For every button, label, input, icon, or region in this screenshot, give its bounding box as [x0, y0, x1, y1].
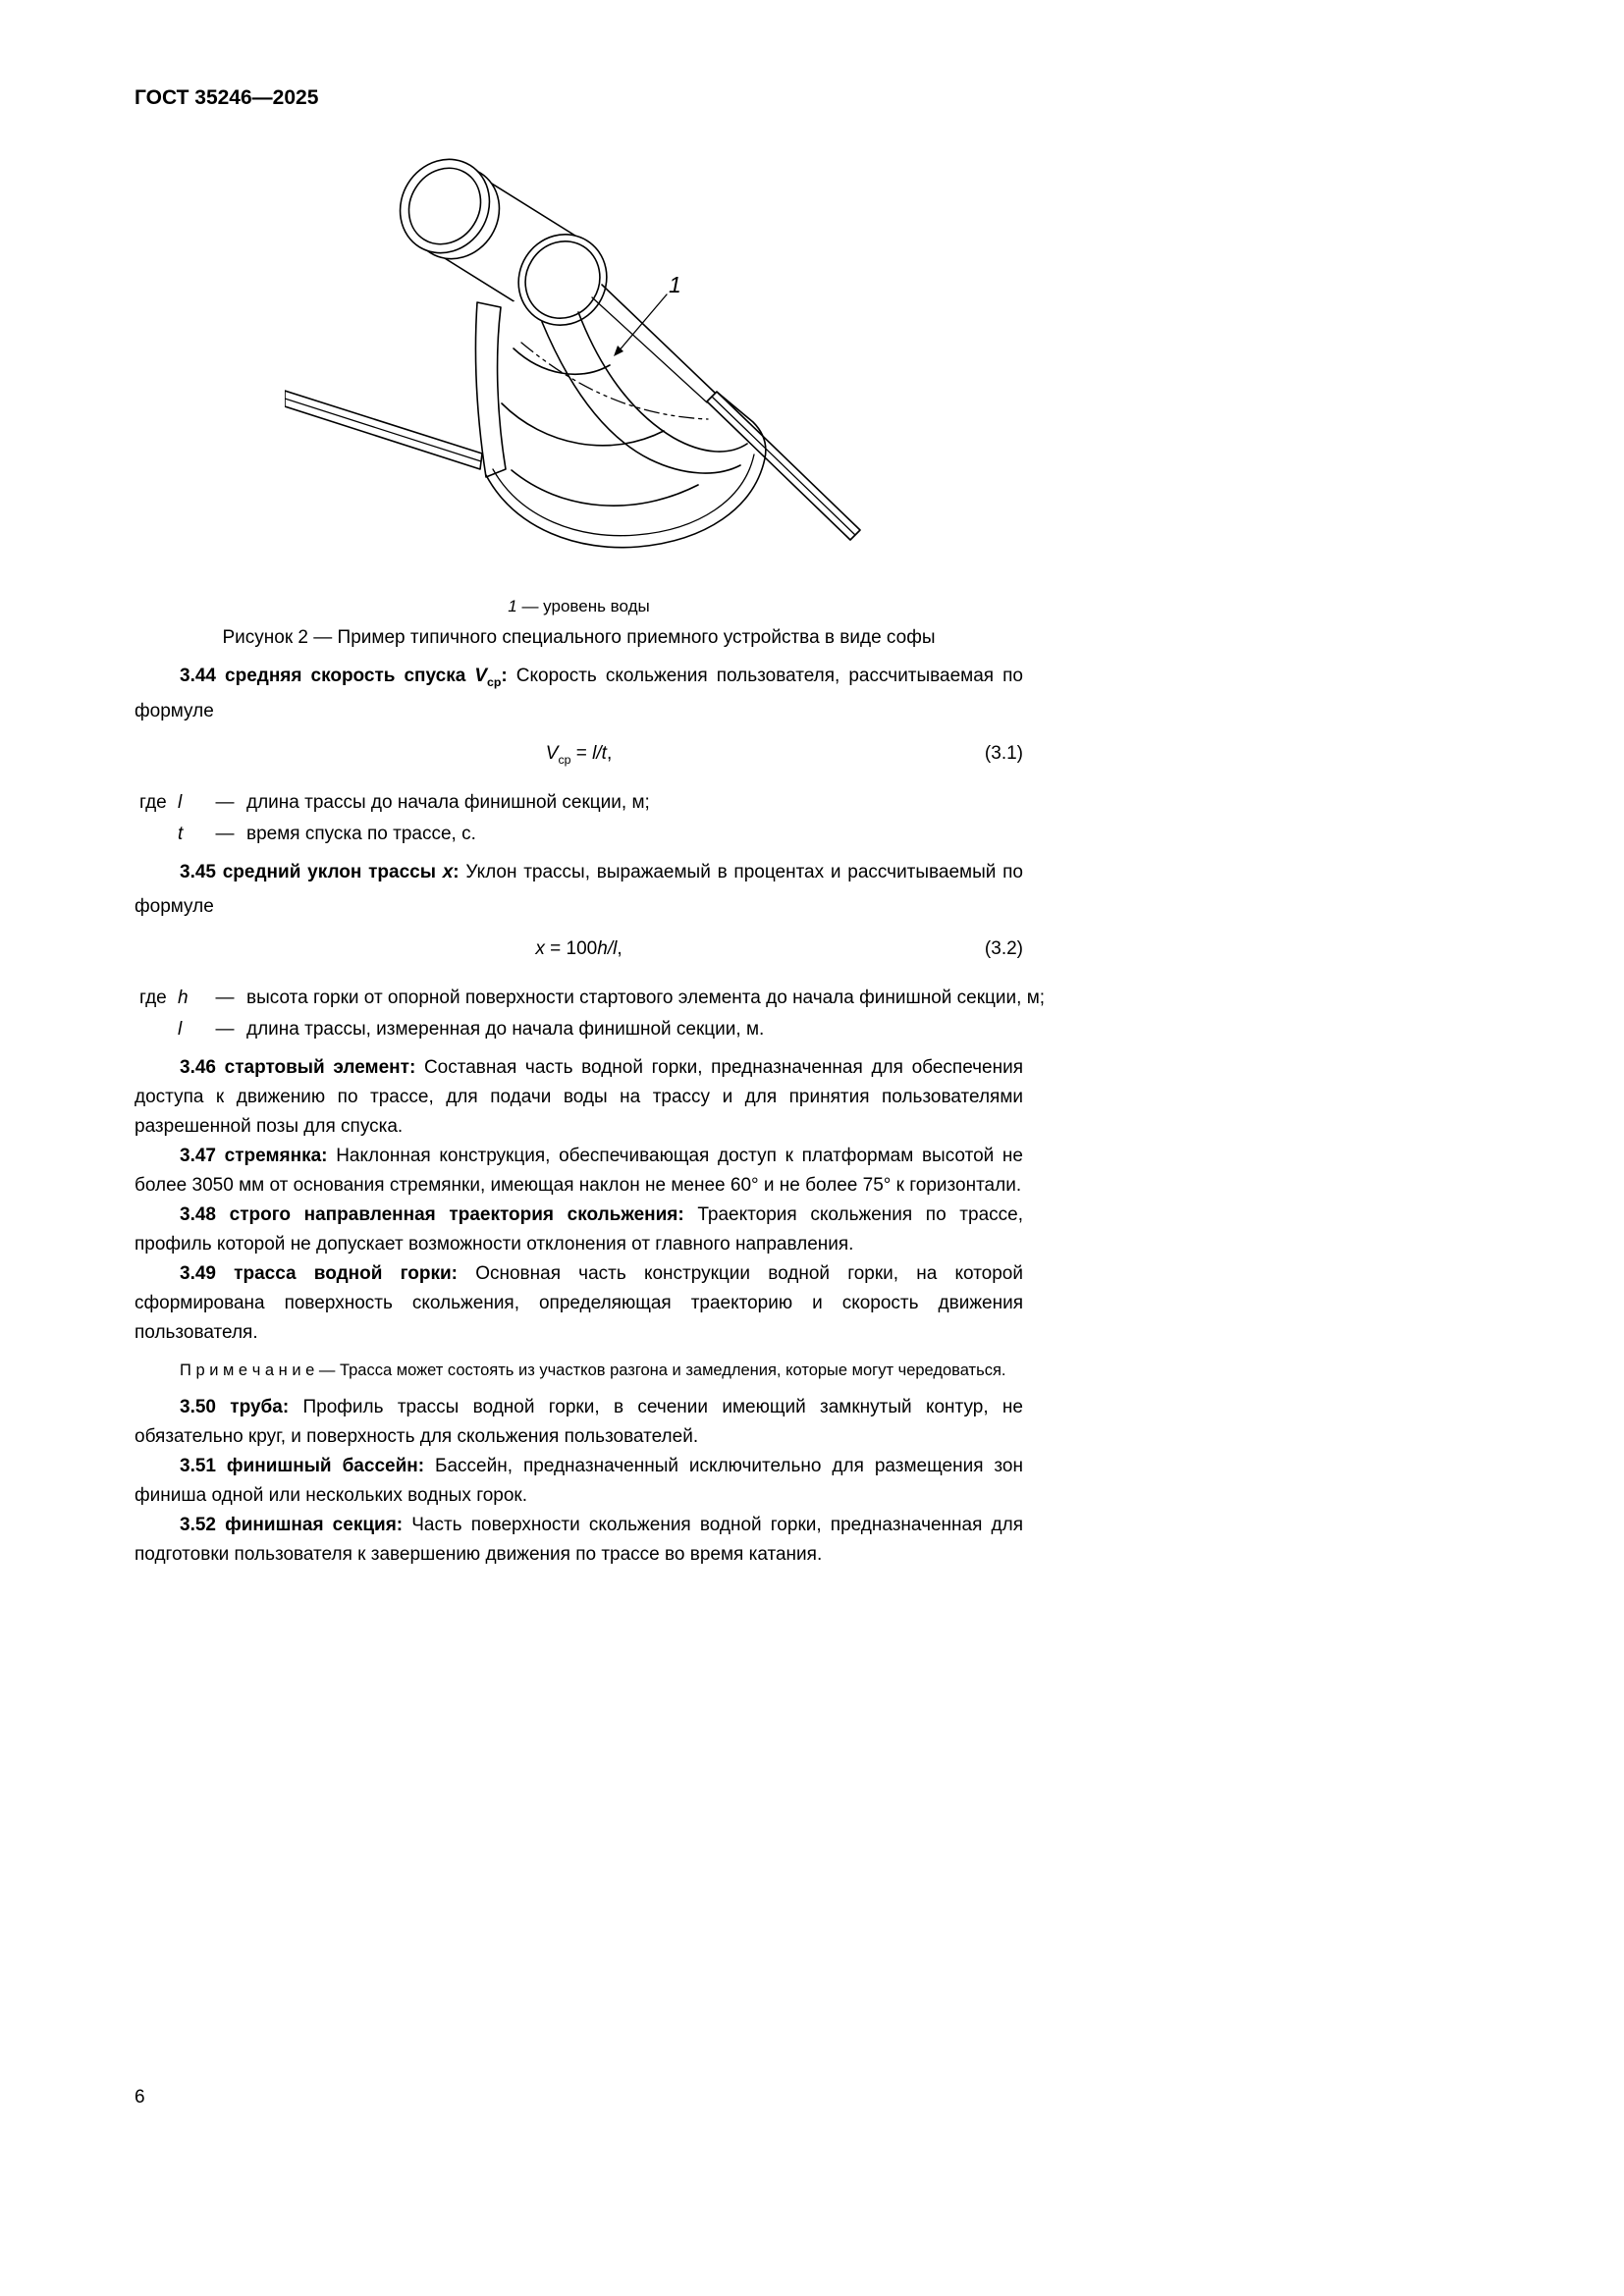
- legend-text: — уровень воды: [516, 597, 650, 615]
- where-row: l — длина трассы, измеренная до начала финишной секции, м.: [178, 1019, 765, 1041]
- where-list-1: [135, 787, 1107, 850]
- document-header: ГОСТ 35246—2025: [135, 86, 319, 109]
- term-variable: V: [474, 666, 487, 686]
- where-row: где h — высота горки от опорной поверхности стартового элемента до начала финишной секции, м;: [139, 988, 1046, 1009]
- figure-caption: Рисунок 2 — Пример типичного специального приемного устройства в виде софы: [222, 627, 936, 648]
- term-3-49: 3.49 трасса водной горки: Основная часть конструкции водной горки, на которой сформирована поверхность скольжения, определяющая траекторию и скорость движения пользователя.: [135, 1263, 1023, 1344]
- term-3-50: 3.50 труба: Профиль трассы водной горки, в сечении имеющий замкнутый контур, не обязательно круг, и поверхность для скольжения пользователей.: [135, 1397, 1023, 1448]
- term-3-46: 3.46 стартовый элемент: Составная часть водной горки, предназначенная для обеспечения доступа к движению по трассе, для подачи воды на трассу и для принятия пользователями разрешенной позы для спуска.: [135, 1057, 1023, 1138]
- page-number: 6: [135, 2087, 145, 2108]
- figure-drawing: [285, 145, 874, 592]
- term-3-47: 3.47 стремянка: Наклонная конструкция, обеспечивающая доступ к платформам высотой не более 3050 мм от основания стремянки, имеющая наклон не менее 60° и не более 75° к горизонтали.: [135, 1146, 1023, 1197]
- formula-expression: $V_{ср} = l/t$,: [545, 742, 613, 767]
- formula-3-1: [135, 739, 1023, 774]
- figure-callout: 1: [668, 272, 681, 297]
- term-3-51: 3.51 финишный бассейн: Бассейн, предназначенный исключительно для размещения зон финиша одной или нескольких водных горок.: [135, 1456, 1023, 1507]
- note: П р и м е ч а н и е — Трасса может состоять из участков разгона и замедления, которые могут чередоваться.: [180, 1362, 1006, 1380]
- formula-number: (3.2): [984, 938, 1023, 960]
- figure-legend: [135, 597, 1023, 616]
- legend-key: 1: [508, 597, 517, 615]
- formula-number: (3.1): [984, 742, 1023, 764]
- content-column: [135, 145, 1046, 1570]
- term-variable: x: [442, 861, 454, 882]
- where-list-2: [135, 983, 1107, 1045]
- where-row: где l — длина трассы до начала финишной секции, м;: [139, 791, 650, 813]
- term-3-45: 3.45 средний уклон трассы x: Уклон трассы, выражаемый в процентах и рассчитываемый по формуле: [135, 861, 1024, 918]
- term-3-52: 3.52 финишная секция: Часть поверхности скольжения водной горки, предназначенная для подготовки пользователя к завершению движения по трассе во время катания.: [135, 1515, 1023, 1566]
- terms-section: [135, 662, 1046, 1570]
- term-3-48: 3.48 строго направленная траектория скольжения: Траектория скольжения по трассе, профиль которой не допускает возможности отклонения от главного направления.: [135, 1204, 1023, 1255]
- formula-3-2: [135, 934, 1023, 970]
- left-deck-edge: [285, 391, 482, 469]
- term-3-44: 3.44 средняя скорость спуска $V_{ср}$: Скорость скольжения пользователя, рассчитываемая по формуле: [135, 666, 1023, 721]
- where-row: t — время спуска по трассе, с.: [178, 823, 476, 844]
- formula-expression: x = 100h/l,: [535, 938, 623, 960]
